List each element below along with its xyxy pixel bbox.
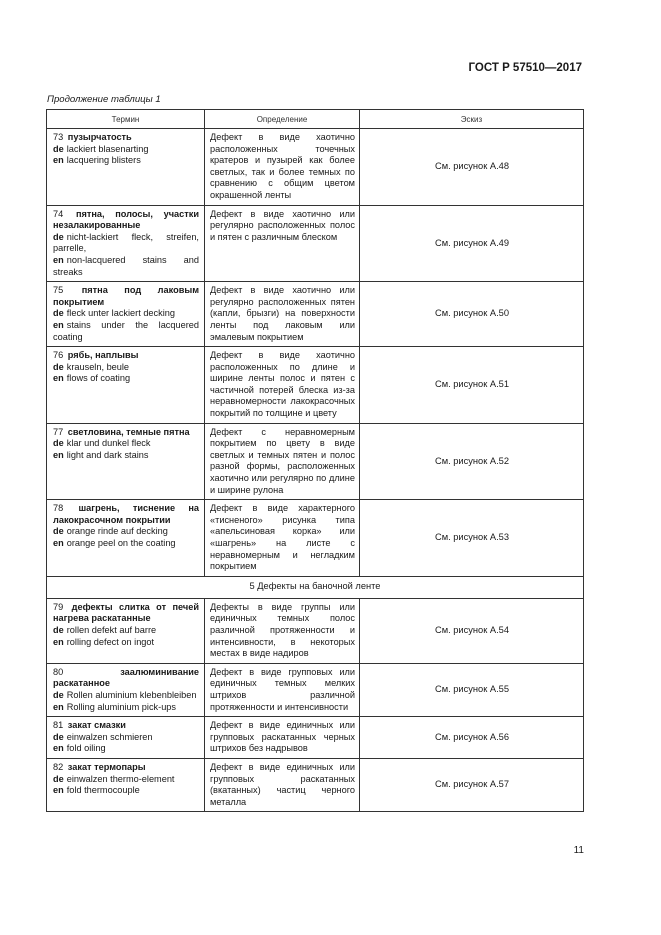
term-german: krauseln, beule <box>66 361 130 372</box>
term-number: 77 <box>53 426 64 437</box>
lang-code-de: de <box>53 526 64 537</box>
term-number: 78 <box>53 503 64 514</box>
table-row <box>47 129 584 206</box>
term-english: non-lacquered stains and streaks <box>53 254 199 277</box>
term-russian: рябь, наплывы <box>67 350 139 361</box>
term-german: rollen defekt auf barre <box>66 624 157 635</box>
term-german: klar und dunkel fleck <box>66 438 151 449</box>
definition-cell: Дефект в виде групповых или единичных темных мелких штрихов различной протяженности и интенсивности <box>205 663 360 716</box>
definition-cell: Дефект в виде единичных или групповых раскатанных (вкатанных) частиц черного металла <box>205 758 360 811</box>
term-english: stains under the lacquered coating <box>53 319 199 342</box>
term-cell <box>47 663 205 716</box>
table-row <box>47 663 584 716</box>
definition-cell: Дефект в виде хаотично или регулярно расположенных полос и пятен с различным блеском <box>205 205 360 282</box>
table-row <box>47 282 584 347</box>
definition-cell: Дефект в виде характерного «тисненого» рисунка типа «апельсиновая корка» или «шагрень» на листе с неравномерным и негладким покрытием <box>205 500 360 577</box>
header-definition: Определение <box>205 110 360 129</box>
table-row <box>47 423 584 500</box>
table-header-row <box>47 110 584 129</box>
term-russian: светловина, темные пятна <box>67 426 190 437</box>
term-english: orange peel on the coating <box>66 538 176 548</box>
table-row <box>47 758 584 811</box>
term-number: 76 <box>53 350 64 361</box>
table-row <box>47 598 584 663</box>
lang-code-en: en <box>53 743 64 754</box>
header-sketch: Эскиз <box>360 110 584 129</box>
lang-code-de: de <box>53 773 64 784</box>
table-row <box>47 205 584 282</box>
terms-table <box>46 109 584 812</box>
sketch-reference: См. рисунок А.52 <box>360 423 584 500</box>
term-number: 75 <box>53 285 64 296</box>
term-cell <box>47 758 205 811</box>
table-continuation-label: Продолжение таблицы 1 <box>47 94 161 105</box>
term-english: fold thermocouple <box>66 785 140 796</box>
table-body-section-5 <box>47 598 584 812</box>
term-russian: пятна под лаковым покрытием <box>53 285 199 307</box>
definition-cell: Дефект с неравномерным покрытием по цвету в виде светлых и темных пятен и полос разной формы, расположенных хаотично или регулярно по длине и ширине рулона <box>205 423 360 500</box>
term-russian: пятна, полосы, участки незалакированные <box>53 208 199 231</box>
sketch-reference: См. рисунок А.54 <box>360 598 584 663</box>
section-row <box>47 576 584 598</box>
sketch-reference: См. рисунок А.53 <box>360 500 584 577</box>
page-number: 11 <box>573 845 584 856</box>
sketch-reference: См. рисунок А.48 <box>360 129 584 206</box>
term-number: 73 <box>53 132 64 142</box>
term-number: 79 <box>53 601 64 612</box>
term-number: 74 <box>53 208 64 219</box>
lang-code-de: de <box>53 143 64 154</box>
term-number: 82 <box>53 761 64 772</box>
term-russian: закат смазки <box>67 720 126 731</box>
term-russian: закат термопары <box>67 761 146 772</box>
term-cell <box>47 205 205 282</box>
table-body-section-4 <box>47 129 584 577</box>
term-russian: пузырчатость <box>67 132 132 142</box>
term-english: Rolling aluminium pick-ups <box>66 701 177 712</box>
table-section-divider <box>47 576 584 598</box>
lang-code-de: de <box>53 361 64 372</box>
lang-code-de: de <box>53 438 64 449</box>
table-row <box>47 347 584 424</box>
term-english: light and dark stains <box>66 449 149 460</box>
term-german: lackiert blasenarting <box>66 143 149 154</box>
term-russian: заалюминивание раскатанное <box>53 666 199 689</box>
table-row <box>47 717 584 759</box>
term-german: fleck unter lackiert decking <box>66 308 175 319</box>
term-german: einwalzen thermo-element <box>66 773 175 784</box>
lang-code-en: en <box>53 319 64 330</box>
lang-code-de: de <box>53 308 64 319</box>
lang-code-en: en <box>53 785 64 796</box>
lang-code-en: en <box>53 449 64 460</box>
definition-cell: Дефект в виде единичных или групповых раскатанных черных штрихов без надрывов <box>205 717 360 759</box>
lang-code-en: en <box>53 701 64 712</box>
definition-cell: Дефекты в виде группы или единичных темных полос различной протяженности и интенсивности, в некоторых местах в виде надиров <box>205 598 360 663</box>
definition-cell: Дефект в виде хаотично расположенных по длине и ширине ленты полос и пятен с частичной потерей блеска из-за неравномерности лакокрасочных покрытий по толщине и цвету <box>205 347 360 424</box>
term-cell <box>47 347 205 424</box>
term-russian: дефекты слитка от печей нагрева раскатанные <box>53 601 199 624</box>
term-russian: шагрень, тиснение на лакокрасочном покрытии <box>53 503 199 525</box>
term-german: orange rinde auf decking <box>66 526 168 537</box>
table-row <box>47 500 584 577</box>
term-number: 80 <box>53 666 64 677</box>
lang-code-en: en <box>53 254 64 265</box>
term-cell <box>47 423 205 500</box>
lang-code-de: de <box>53 731 64 742</box>
term-english: fold oiling <box>66 743 106 754</box>
lang-code-de: de <box>53 624 64 635</box>
section-title: 5 Дефекты на баночной ленте <box>47 576 584 598</box>
sketch-reference: См. рисунок А.56 <box>360 717 584 759</box>
term-english: flows of coating <box>66 373 131 384</box>
term-cell <box>47 598 205 663</box>
lang-code-de: de <box>53 231 64 242</box>
lang-code-en: en <box>53 636 64 647</box>
term-english: lacquering blisters <box>66 155 141 166</box>
definition-cell: Дефект в виде хаотично или регулярно расположенных пятен (капли, брызги) на поверхности ленты под лаковым или эмалевым покрытием <box>205 282 360 347</box>
term-cell <box>47 282 205 347</box>
term-cell <box>47 717 205 759</box>
lang-code-en: en <box>53 373 64 384</box>
sketch-reference: См. рисунок А.51 <box>360 347 584 424</box>
lang-code-en: en <box>53 155 64 166</box>
definition-cell: Дефект в виде хаотично расположенных точечных кратеров и пузырей как более светлых, так и более темных по сравнению с общим цветом окрашенной ленты <box>205 129 360 206</box>
term-cell <box>47 129 205 206</box>
standard-code: ГОСТ Р 57510—2017 <box>468 62 582 74</box>
sketch-reference: См. рисунок А.50 <box>360 282 584 347</box>
sketch-reference: См. рисунок А.49 <box>360 205 584 282</box>
lang-code-en: en <box>53 538 64 548</box>
term-english: rolling defect on ingot <box>66 636 155 647</box>
term-german: Rollen aluminium klebenbleiben <box>66 689 197 700</box>
sketch-reference: См. рисунок А.55 <box>360 663 584 716</box>
header-term: Термин <box>47 110 205 129</box>
lang-code-de: de <box>53 689 64 700</box>
term-number: 81 <box>53 720 64 731</box>
sketch-reference: См. рисунок А.57 <box>360 758 584 811</box>
term-german: nicht-lackiert fleck, streifen, parrelle, <box>53 231 199 254</box>
term-cell <box>47 500 205 577</box>
term-german: einwalzen schmieren <box>66 731 153 742</box>
